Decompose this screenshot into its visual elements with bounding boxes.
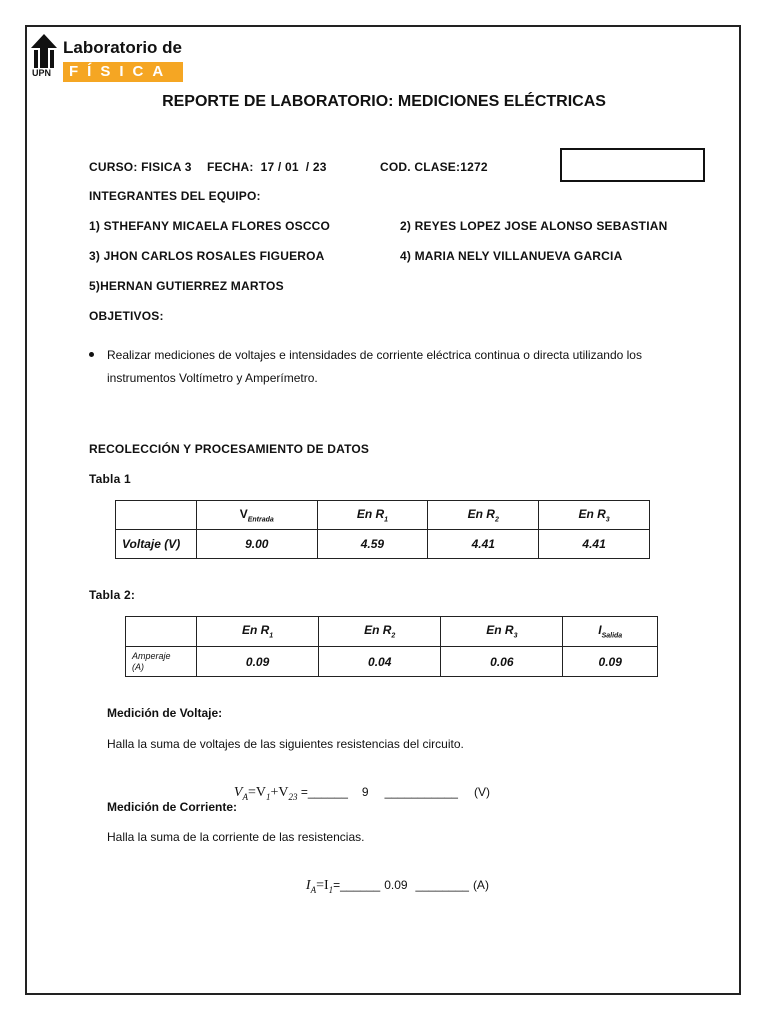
member-2: 2) REYES LOPEZ JOSE ALONSO SEBASTIAN <box>400 219 668 233</box>
table-row <box>116 530 650 559</box>
team-label: INTEGRANTES DEL EQUIPO: <box>89 189 261 203</box>
current-equation: $I_A=I_1=\_\_\_\_\_\_$ 0.09 ________ (A) <box>305 878 489 896</box>
table-row <box>126 647 658 677</box>
bullet-icon <box>89 352 94 357</box>
member-5: 5)HERNAN GUTIERREZ MARTOS <box>89 279 284 293</box>
table-cell: 0.06 <box>441 647 563 677</box>
voltage-text: Halla la suma de voltajes de las siguientes resistencias del circuito. <box>107 737 464 751</box>
table-cell: 4.41 <box>428 530 539 559</box>
objective-text: Realizar mediciones de voltajes e intensidades de corriente eléctrica continua o directa utilizando los instrumentos Voltímetro y Amperímetro. <box>107 348 642 385</box>
table-cell: 0.04 <box>319 647 441 677</box>
table-header-cell: En $R_2$ <box>319 617 441 647</box>
table-header-cell: En $R_3$ <box>441 617 563 647</box>
table-cell: 4.59 <box>317 530 428 559</box>
table1-caption: Tabla 1 <box>89 472 131 486</box>
table-cell <box>116 501 197 530</box>
table-header-cell: $V_{Entrada}$ <box>197 501 318 530</box>
table-cell: 9.00 <box>197 530 318 559</box>
class-code-label: COD. CLASE:1272 <box>380 160 488 174</box>
objectives-label: OBJETIVOS: <box>89 309 164 323</box>
page-title: REPORTE DE LABORATORIO: MEDICIONES ELÉCTRICAS <box>162 93 606 110</box>
table-header-cell: $I_{Salida}$ <box>563 617 658 647</box>
table2-caption: Tabla 2: <box>89 588 136 602</box>
current-heading: Medición de Corriente: <box>107 800 238 814</box>
table-cell <box>126 617 197 647</box>
logo-badge: UPN <box>32 68 52 78</box>
section-heading: RECOLECCIÓN Y PROCESAMIENTO DE DATOS <box>89 442 370 456</box>
course-label: CURSO: FISICA 3 <box>89 160 192 174</box>
table-header-cell: En $R_3$ <box>539 501 650 530</box>
logo-text-line2: FÍSICA <box>63 62 183 82</box>
table-cell: 0.09 <box>197 647 319 677</box>
empty-box <box>560 148 705 182</box>
table-header-cell: En $R_1$ <box>197 617 319 647</box>
table-cell: 4.41 <box>539 530 650 559</box>
voltage-heading: Medición de Voltaje: <box>107 706 223 720</box>
table-header-cell: En $R_2$ <box>428 501 539 530</box>
member-4: 4) MARIA NELY VILLANUEVA GARCIA <box>400 249 623 263</box>
table-cell: 0.09 <box>563 647 658 677</box>
logo-text-line1: Laboratorio de <box>63 38 183 57</box>
table1 <box>115 500 650 559</box>
member-3: 3) JHON CARLOS ROSALES FIGUEROA <box>89 249 325 263</box>
table-row-label: Voltaje (V) <box>116 530 197 559</box>
table2 <box>125 616 658 677</box>
voltage-equation: $V_A=V_1+V_{23}$ =______ 9 ___________ (V) <box>233 785 490 803</box>
table-header-cell: En $R_1$ <box>317 501 428 530</box>
table-row <box>126 617 658 647</box>
table-row-label: Amperaje (A) <box>126 647 197 677</box>
member-1: 1) STHEFANY MICAELA FLORES OSCCO <box>89 219 331 233</box>
date-label: FECHA: 17 / 01 / 23 <box>207 160 327 174</box>
current-text: Halla la suma de la corriente de las resistencias. <box>107 830 365 844</box>
table-row <box>116 501 650 530</box>
